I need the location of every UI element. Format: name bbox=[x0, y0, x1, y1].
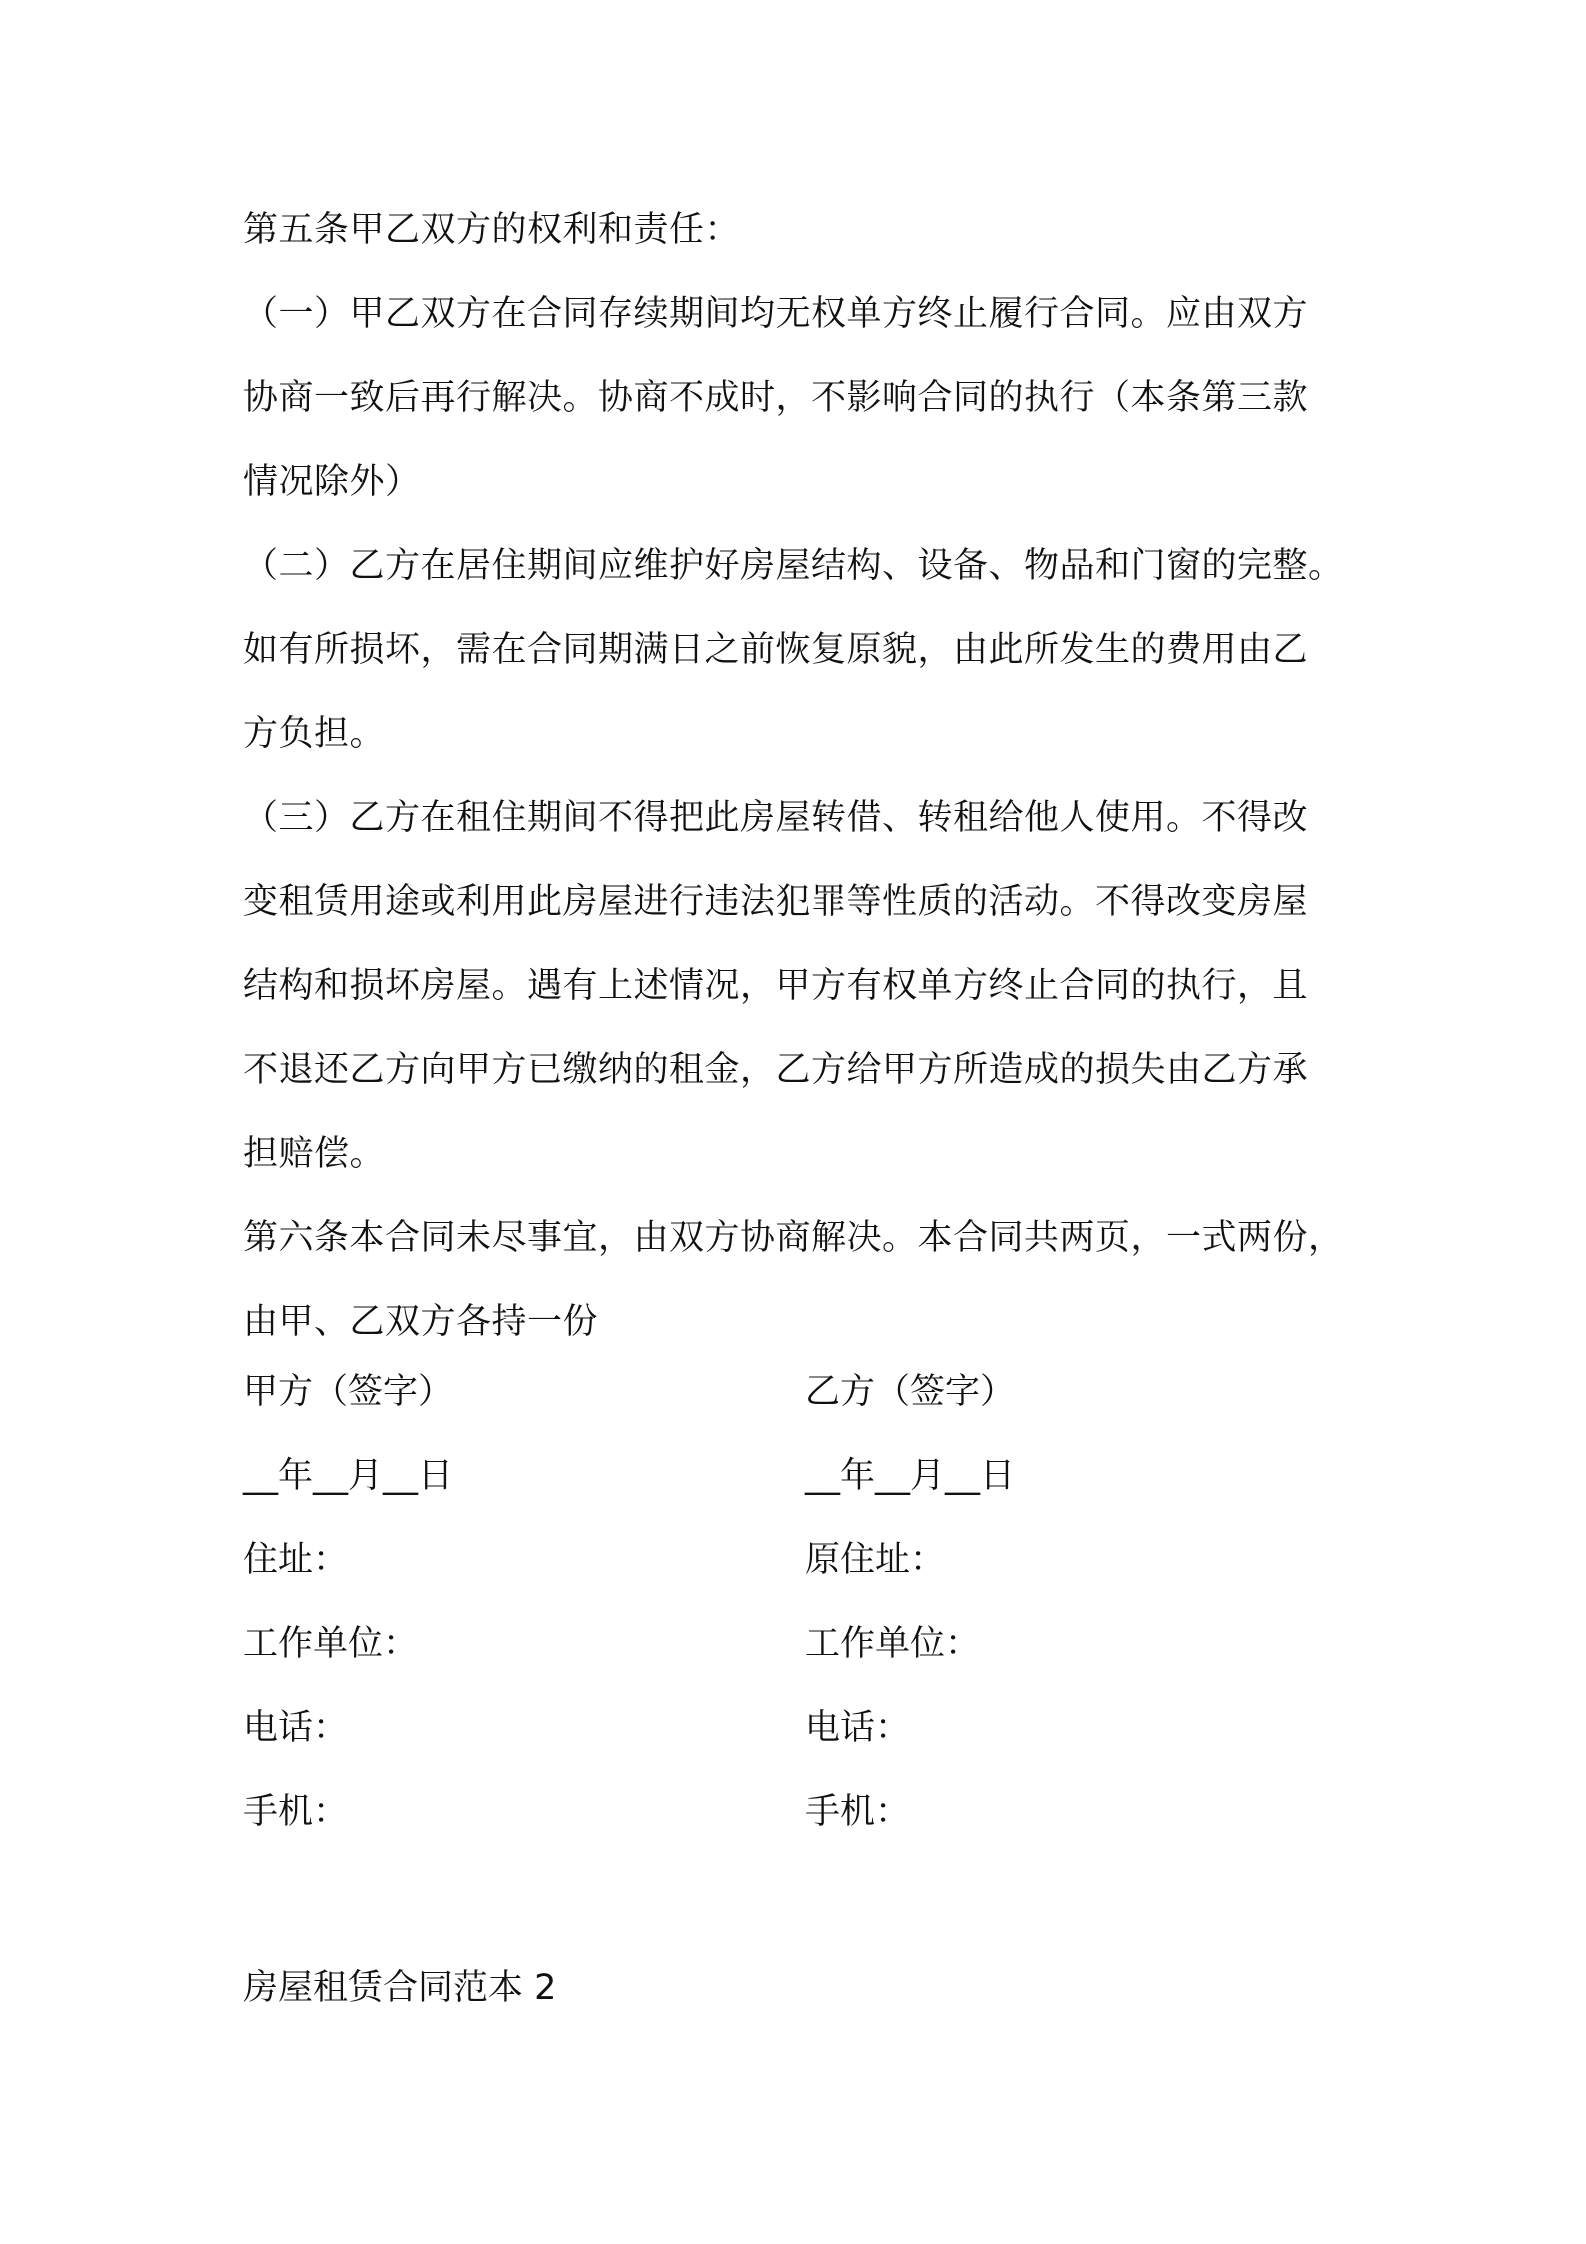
party-a-date-label: __年__月__日 bbox=[243, 1456, 454, 1496]
article-6-line-1: 第六条本合同未尽事宜，由双方协商解决。本合同共两页，一式两份， bbox=[243, 1218, 1344, 1258]
article-5-p1-line-1: （一）甲乙双方在合同存续期间均无权单方终止履行合同。应由双方 bbox=[243, 294, 1309, 334]
article-5-p3-line-3: 结构和损坏房屋。遇有上述情况，甲方有权单方终止合同的执行，且 bbox=[243, 966, 1309, 1006]
signature-row-date bbox=[0, 1448, 1586, 1532]
article-5-p2-line-2: 如有所损坏，需在合同期满日之前恢复原貌，由此所发生的费用由乙 bbox=[243, 630, 1309, 670]
signature-row-mobile bbox=[0, 1784, 1586, 1868]
signature-row-phone bbox=[0, 1700, 1586, 1784]
signature-row-sign bbox=[0, 1364, 1586, 1448]
party-a-work-unit-label: 工作单位： bbox=[243, 1624, 419, 1664]
party-a-address-label: 住址： bbox=[243, 1540, 349, 1580]
party-a-phone-label: 电话： bbox=[243, 1708, 349, 1748]
party-b-phone-label: 电话： bbox=[805, 1708, 911, 1748]
article-5-p3-line-4: 不退还乙方向甲方已缴纳的租金，乙方给甲方所造成的损失由乙方承 bbox=[243, 1050, 1309, 1090]
article-5-p1-line-2: 协商一致后再行解决。协商不成时，不影响合同的执行（本条第三款 bbox=[243, 378, 1309, 418]
article-5-p3-line-1: （三）乙方在租住期间不得把此房屋转借、转租给他人使用。不得改 bbox=[243, 798, 1309, 838]
article-5-p3-line-2: 变租赁用途或利用此房屋进行违法犯罪等性质的活动。不得改变房屋 bbox=[243, 882, 1309, 922]
article-5-p3-line-5: 担赔偿。 bbox=[243, 1134, 386, 1174]
article-5-p2-line-3: 方负担。 bbox=[243, 714, 386, 754]
party-a-mobile-label: 手机： bbox=[243, 1792, 349, 1832]
signature-row-work-unit bbox=[0, 1616, 1586, 1700]
party-b-work-unit-label: 工作单位： bbox=[805, 1624, 981, 1664]
article-5-p2-line-1: （二）乙方在居住期间应维护好房屋结构、设备、物品和门窗的完整。 bbox=[243, 546, 1344, 586]
article-6-line-2: 由甲、乙双方各持一份 bbox=[243, 1302, 599, 1342]
party-b-date-label: __年__月__日 bbox=[805, 1456, 1016, 1496]
article-5-p1-line-3: 情况除外） bbox=[243, 462, 421, 502]
article-5-title: 第五条甲乙双方的权利和责任： bbox=[243, 210, 741, 250]
next-contract-title: 房屋租赁合同范本 2 bbox=[243, 1968, 557, 2008]
party-b-address-label: 原住址： bbox=[805, 1540, 946, 1580]
party-b-sign-label: 乙方（签字） bbox=[805, 1372, 1016, 1412]
article-5-body bbox=[243, 188, 1363, 1364]
signature-row-address bbox=[0, 1532, 1586, 1616]
party-b-mobile-label: 手机： bbox=[805, 1792, 911, 1832]
party-a-sign-label: 甲方（签字） bbox=[243, 1372, 454, 1412]
